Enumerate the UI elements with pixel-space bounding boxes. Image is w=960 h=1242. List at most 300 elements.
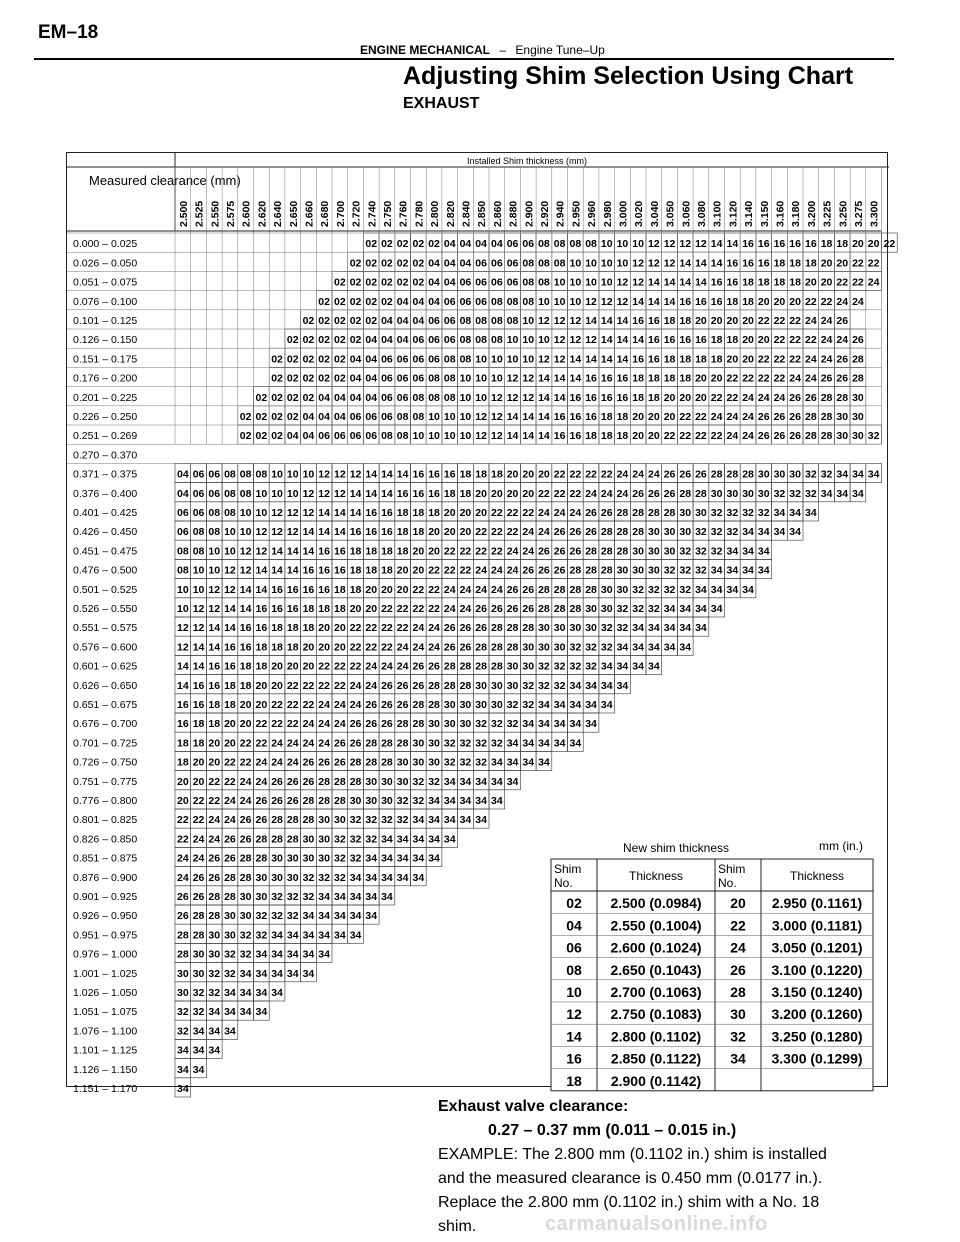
shim-number: 04 xyxy=(396,315,409,327)
shim-number: 26 xyxy=(553,526,566,539)
shim-number: 10 xyxy=(632,238,644,251)
shim-number: 30 xyxy=(648,545,660,558)
shim-number: 26 xyxy=(302,756,315,769)
shim-number: 34 xyxy=(710,564,723,577)
shim-number: 24 xyxy=(177,871,189,884)
shim-number: 02 xyxy=(396,238,409,251)
shim-number: 12 xyxy=(334,487,346,500)
shim-number: 18 xyxy=(224,679,236,692)
shim-number: 26 xyxy=(412,660,425,673)
shim-number: 10 xyxy=(443,411,456,423)
shim-number: 34 xyxy=(757,545,770,558)
shim-number: 08 xyxy=(177,545,189,558)
shim-number: 12 xyxy=(255,526,268,539)
shim-number: 20 xyxy=(459,526,472,539)
section-name: ENGINE MECHANICAL xyxy=(360,43,491,57)
shim-number: 24 xyxy=(255,775,268,788)
shim-number: 28 xyxy=(710,468,723,481)
shim-number: 34 xyxy=(349,910,362,923)
shim-number: 16 xyxy=(208,660,221,673)
clearance-range-label: 0.226 – 0.250 xyxy=(73,411,138,423)
shim-number: 24 xyxy=(365,679,378,692)
installed-thickness-caption: Installed Shim thickness (mm) xyxy=(466,156,588,166)
shim-number: 12 xyxy=(491,430,503,443)
shim-number: 26 xyxy=(271,795,283,807)
shim-number: 34 xyxy=(443,814,456,827)
clearance-range-label: 0.526 – 0.550 xyxy=(73,603,138,615)
shim-number: 28 xyxy=(491,622,503,635)
installed-thickness-label: 2.700 xyxy=(334,200,347,227)
shim-number: 34 xyxy=(318,948,330,961)
shim-number: 26 xyxy=(820,372,833,385)
shim-number: 30 xyxy=(585,622,597,635)
shim-number: 08 xyxy=(506,315,519,327)
shim-number: 20 xyxy=(742,315,754,327)
shim-number: 08 xyxy=(538,257,550,270)
shim-number: 24 xyxy=(805,372,817,385)
shim-number: 08 xyxy=(177,564,189,577)
shim-number: 22 xyxy=(255,737,268,750)
shim-number: 18 xyxy=(663,315,676,327)
shim-number: 04 xyxy=(459,257,472,270)
shim-number: 30 xyxy=(600,583,613,596)
shim-number: 20 xyxy=(538,468,550,481)
shim-number: 26 xyxy=(506,583,519,596)
shim-number: 16 xyxy=(585,372,597,385)
shim-number: 30 xyxy=(773,468,786,481)
shim-number: 28 xyxy=(538,583,550,596)
shim-number: 12 xyxy=(491,391,503,404)
shim-number: 04 xyxy=(334,411,346,423)
shim-number: 16 xyxy=(412,487,425,500)
installed-thickness-label: 2.640 xyxy=(272,200,285,227)
shim-number: 30 xyxy=(428,737,440,750)
shim-number: 32 xyxy=(742,507,754,519)
shim-number: 24 xyxy=(820,315,833,327)
shim-number: 08 xyxy=(491,295,503,308)
shim-number: 12 xyxy=(224,583,236,596)
shim-number: 34 xyxy=(475,814,487,827)
shim-number: 26 xyxy=(396,679,409,692)
shim-number: 24 xyxy=(192,833,205,846)
header-rule xyxy=(34,58,894,60)
shim-number: 08 xyxy=(412,411,425,423)
shim-number: 28 xyxy=(192,929,205,942)
shim-number: 16 xyxy=(318,564,330,577)
shim-selection-chart xyxy=(66,152,896,1095)
shim-number: 20 xyxy=(475,507,487,519)
shim-number: 16 xyxy=(271,603,283,615)
shim-number: 12 xyxy=(334,468,346,481)
shim-number: 34 xyxy=(742,526,754,539)
shim-number: 24 xyxy=(224,795,236,807)
shim-number: 10 xyxy=(428,411,440,423)
shim-number: 10 xyxy=(286,487,299,500)
shim-number: 08 xyxy=(553,257,566,270)
shim-number: 12 xyxy=(506,372,519,385)
shim-number: 32 xyxy=(412,795,425,807)
watermark: carmanualsonline.info xyxy=(545,1213,768,1235)
shim-number: 22 xyxy=(742,372,754,385)
shim-number: 34 xyxy=(271,948,283,961)
shim-number: 30 xyxy=(286,871,299,884)
shim-number: 20 xyxy=(192,756,205,769)
shim-number: 18 xyxy=(459,468,472,481)
shim-number: 34 xyxy=(475,795,487,807)
shim-number: 12 xyxy=(271,507,283,519)
shim-number: 24 xyxy=(506,545,519,558)
shim-number: 28 xyxy=(396,737,409,750)
shim-number: 16 xyxy=(334,564,346,577)
shim-number: 28 xyxy=(679,487,692,500)
shim-number: 34 xyxy=(271,929,283,942)
shim-number: 34 xyxy=(396,852,409,865)
shim-number: 24 xyxy=(632,468,644,481)
shim-number: 28 xyxy=(585,583,597,596)
shim-number: 20 xyxy=(428,526,440,539)
shim-number: 20 xyxy=(224,718,236,731)
shim-number: 14 xyxy=(255,583,268,596)
shim-number: 02 xyxy=(255,391,268,404)
page-title: Adjusting Shim Selection Using Chart xyxy=(403,62,854,90)
shim-number: 34 xyxy=(538,699,550,711)
shim-number: 34 xyxy=(522,737,535,750)
clearance-range-label: 0.426 – 0.450 xyxy=(73,526,138,539)
shim-number: 12 xyxy=(208,583,221,596)
shim-number: 34 xyxy=(459,795,472,807)
shim-number: 28 xyxy=(616,526,629,539)
shim-number: 14 xyxy=(208,641,221,654)
shim-number: 06 xyxy=(177,526,189,539)
shim-number: 34 xyxy=(506,756,519,769)
clearance-range-label: 0.626 – 0.650 xyxy=(73,679,138,692)
shim-number: 24 xyxy=(224,814,236,827)
shim-number: 28 xyxy=(459,660,472,673)
shim-number: 34 xyxy=(553,699,566,711)
shim-number: 12 xyxy=(616,295,629,308)
shim-number: 12 xyxy=(271,526,283,539)
shim-number: 32 xyxy=(553,660,566,673)
shim-number: 30 xyxy=(836,411,849,423)
shim-number: 10 xyxy=(239,526,252,539)
shim-number: 32 xyxy=(349,852,362,865)
shim-number: 34 xyxy=(553,718,566,731)
shim-number: 32 xyxy=(224,948,236,961)
shim-number: 04 xyxy=(349,391,362,404)
shim-number: 26 xyxy=(757,430,770,443)
shim-number: 20 xyxy=(648,430,660,443)
shim-number: 34 xyxy=(616,641,629,654)
shim-number: 10 xyxy=(412,430,425,443)
shim-number: 18 xyxy=(396,545,409,558)
shim-number: 32 xyxy=(475,756,487,769)
shim-number: 22 xyxy=(286,679,299,692)
installed-thickness-label: 3.300 xyxy=(868,200,881,227)
shim-number: 34 xyxy=(428,833,440,846)
shim-number: 22 xyxy=(459,545,472,558)
shim-number: 12 xyxy=(679,238,692,251)
shim-number: 20 xyxy=(648,411,660,423)
shim-number: 18 xyxy=(773,257,786,270)
shim-number: 20 xyxy=(522,487,535,500)
shim-number: 24 xyxy=(255,756,268,769)
shim-number: 28 xyxy=(224,871,236,884)
shim-number: 20 xyxy=(742,353,754,366)
shim-number: 26 xyxy=(789,411,801,423)
shim-number: 14 xyxy=(600,334,613,347)
shim-number: 32 xyxy=(616,603,629,615)
shim-number: 02 xyxy=(365,238,378,251)
shim-number: 16 xyxy=(349,526,362,539)
shim-number: 28 xyxy=(569,583,582,596)
shim-number: 08 xyxy=(475,334,487,347)
shim-number: 32 xyxy=(396,814,409,827)
shim-number: 24 xyxy=(475,564,487,577)
shim-number: 20 xyxy=(428,545,440,558)
shim-number: 32 xyxy=(491,718,503,731)
shim-number: 02 xyxy=(318,315,330,327)
shim-number: 30 xyxy=(585,603,597,615)
shim-number: 14 xyxy=(679,257,692,270)
shim-number: 34 xyxy=(412,833,425,846)
clearance-range-label: 0.451 – 0.475 xyxy=(73,545,138,558)
installed-thickness-label: 3.140 xyxy=(743,200,756,227)
shim-number: 06 xyxy=(475,257,487,270)
shim-number: 20 xyxy=(695,315,707,327)
shim-number: 24 xyxy=(318,718,330,731)
shim-number: 28 xyxy=(239,871,252,884)
shim-thickness: 3.150 (0.1240) xyxy=(771,984,863,1000)
clearance-range-label: 0.876 – 0.900 xyxy=(73,871,138,884)
shim-number: 10 xyxy=(600,276,613,289)
shim-number: 02 xyxy=(349,334,362,347)
shim-number: 14 xyxy=(553,391,566,404)
shim-number: 34 xyxy=(742,564,754,577)
shim-number: 26 xyxy=(553,564,566,577)
shim-number: 16 xyxy=(600,391,613,404)
shim-number: 04 xyxy=(566,917,582,934)
shim-number: 02 xyxy=(286,391,299,404)
shim-number: 16 xyxy=(224,660,236,673)
shim-number: 14 xyxy=(522,430,535,443)
shim-number: 02 xyxy=(365,276,378,289)
clearance-range-label: 0.076 – 0.100 xyxy=(73,295,138,308)
shim-number: 24 xyxy=(459,583,472,596)
shim-number: 16 xyxy=(318,545,330,558)
shim-number: 28 xyxy=(412,718,425,731)
shim-number: 06 xyxy=(475,276,487,289)
shim-number: 12 xyxy=(648,238,660,251)
shim-number: 22 xyxy=(192,814,205,827)
shim-number: 06 xyxy=(491,276,503,289)
installed-thickness-label: 2.650 xyxy=(287,200,300,227)
shim-number: 16 xyxy=(192,679,205,692)
shim-number: 28 xyxy=(726,468,739,481)
shim-number: 22 xyxy=(726,391,739,404)
shim-number: 34 xyxy=(177,1083,189,1095)
shim-number: 34 xyxy=(239,967,252,980)
clearance-range-label: 1.126 – 1.150 xyxy=(73,1063,138,1076)
shim-number: 28 xyxy=(491,660,503,673)
shim-number: 16 xyxy=(600,372,613,385)
shim-number: 12 xyxy=(475,430,487,443)
shim-number: 08 xyxy=(459,353,472,366)
shim-number: 18 xyxy=(349,545,362,558)
shim-number: 24 xyxy=(208,833,221,846)
shim-number: 12 xyxy=(475,411,487,423)
shim-number: 14 xyxy=(600,315,613,327)
shim-thickness: 2.900 (0.1142) xyxy=(610,1072,702,1089)
shim-number: 10 xyxy=(475,391,487,404)
shim-number: 20 xyxy=(710,372,723,385)
installed-thickness-label: 2.750 xyxy=(381,200,394,227)
shim-number: 02 xyxy=(239,411,252,423)
shim-number: 14 xyxy=(349,487,362,500)
shim-number: 16 xyxy=(208,679,221,692)
shim-number: 24 xyxy=(208,814,221,827)
shim-number: 22 xyxy=(318,660,330,673)
clearance-range-label: 0.376 – 0.400 xyxy=(73,487,138,500)
shim-number: 24 xyxy=(742,391,754,404)
shim-number: 02 xyxy=(381,276,393,289)
shim-number: 34 xyxy=(302,910,315,923)
shim-number: 20 xyxy=(192,775,205,788)
shim-number: 12 xyxy=(239,564,252,577)
shim-number: 30 xyxy=(224,910,236,923)
shim-number: 30 xyxy=(443,718,456,731)
shim-number: 34 xyxy=(600,660,613,673)
shim-thickness: 3.050 (0.1201) xyxy=(771,939,863,956)
shim-number: 34 xyxy=(616,679,629,692)
shim-number: 16 xyxy=(742,238,754,251)
shim-number: 28 xyxy=(506,641,519,654)
shim-number: 32 xyxy=(600,641,613,654)
shim-number: 26 xyxy=(396,699,409,711)
shim-number: 26 xyxy=(648,487,660,500)
shim-number: 04 xyxy=(302,430,315,443)
shim-number: 32 xyxy=(710,545,723,558)
shim-number: 22 xyxy=(773,353,786,366)
shim-number: 30 xyxy=(491,699,503,711)
shim-number: 14 xyxy=(585,315,597,327)
shim-number: 28 xyxy=(286,814,299,827)
shim-number: 28 xyxy=(742,468,754,481)
installed-thickness-label: 2.950 xyxy=(570,200,583,227)
shim-thickness: 2.800 (0.1102) xyxy=(610,1028,702,1045)
installed-thickness-label: 2.600 xyxy=(240,200,253,227)
shim-number: 28 xyxy=(695,487,707,500)
shim-number: 32 xyxy=(443,737,456,750)
shim-number: 08 xyxy=(428,372,440,385)
shim-number: 22 xyxy=(730,917,746,934)
shim-number: 24 xyxy=(428,641,440,654)
shim-number: 24 xyxy=(381,660,393,673)
shim-number: 08 xyxy=(475,315,487,327)
shim-number: 26 xyxy=(506,603,519,615)
shim-number: 16 xyxy=(616,372,629,385)
shim-number: 24 xyxy=(271,737,283,750)
shim-number: 28 xyxy=(491,641,503,654)
shim-number: 32 xyxy=(506,718,519,731)
shim-number: 02 xyxy=(271,372,283,385)
shim-number: 18 xyxy=(679,315,692,327)
shim-number: 34 xyxy=(820,487,833,500)
shim-number: 32 xyxy=(334,871,346,884)
shim-number: 30 xyxy=(271,871,283,884)
shim-number: 28 xyxy=(334,795,346,807)
shim-number: 16 xyxy=(224,641,236,654)
shim-number: 26 xyxy=(318,756,330,769)
shim-number: 28 xyxy=(506,622,519,635)
shim-number: 34 xyxy=(224,1006,236,1019)
shim-number: 16 xyxy=(239,641,252,654)
shim-number: 26 xyxy=(286,775,299,788)
shim-number: 34 xyxy=(239,987,252,999)
shim-number: 20 xyxy=(789,295,801,308)
shim-number: 06 xyxy=(208,487,221,500)
shim-number: 26 xyxy=(852,334,864,347)
shim-number: 22 xyxy=(710,430,723,443)
shim-number: 06 xyxy=(334,430,346,443)
shim-number: 26 xyxy=(600,507,613,519)
shim-number: 08 xyxy=(566,961,582,978)
shim-number: 02 xyxy=(334,315,346,327)
shim-number: 30 xyxy=(538,641,550,654)
shim-number: 32 xyxy=(177,1025,189,1038)
shim-number: 14 xyxy=(569,353,582,366)
shim-number: 16 xyxy=(255,622,268,635)
clearance-range-label: 0.901 – 0.925 xyxy=(73,891,138,903)
shim-number: 20 xyxy=(208,756,221,769)
shim-number: 18 xyxy=(566,1072,582,1089)
shim-number: 22 xyxy=(381,603,393,615)
shim-number: 14 xyxy=(177,679,189,692)
shim-number: 32 xyxy=(302,891,315,903)
shim-number: 06 xyxy=(566,939,582,956)
shim-number: 04 xyxy=(412,295,425,308)
shim-number: 14 xyxy=(334,526,346,539)
shim-number: 12 xyxy=(302,507,315,519)
shim-number: 14 xyxy=(538,411,550,423)
shim-number: 16 xyxy=(710,295,723,308)
shim-number: 10 xyxy=(459,430,472,443)
shim-number: 32 xyxy=(710,526,723,539)
shim-number: 24 xyxy=(757,391,770,404)
shim-number: 12 xyxy=(553,353,566,366)
shim-number: 12 xyxy=(585,334,597,347)
shim-number: 28 xyxy=(177,948,189,961)
shim-number: 34 xyxy=(271,987,283,999)
shim-number: 26 xyxy=(522,583,535,596)
shim-number: 26 xyxy=(208,852,221,865)
shim-number: 30 xyxy=(679,507,692,519)
shim-number: 22 xyxy=(208,795,221,807)
shim-number: 20 xyxy=(695,372,707,385)
shim-number: 34 xyxy=(773,526,786,539)
installed-thickness-label: 2.980 xyxy=(601,200,614,227)
shim-number: 14 xyxy=(365,487,378,500)
shim-number: 14 xyxy=(365,468,378,481)
shim-number: 02 xyxy=(318,334,330,347)
shim-number: 18 xyxy=(585,430,597,443)
shim-number: 06 xyxy=(208,468,221,481)
shim-number: 04 xyxy=(443,238,456,251)
shim-number: 26 xyxy=(443,622,456,635)
shim-number: 22 xyxy=(852,257,864,270)
shim-number: 34 xyxy=(867,468,880,481)
shim-number: 18 xyxy=(286,641,299,654)
shim-number: 32 xyxy=(663,583,676,596)
